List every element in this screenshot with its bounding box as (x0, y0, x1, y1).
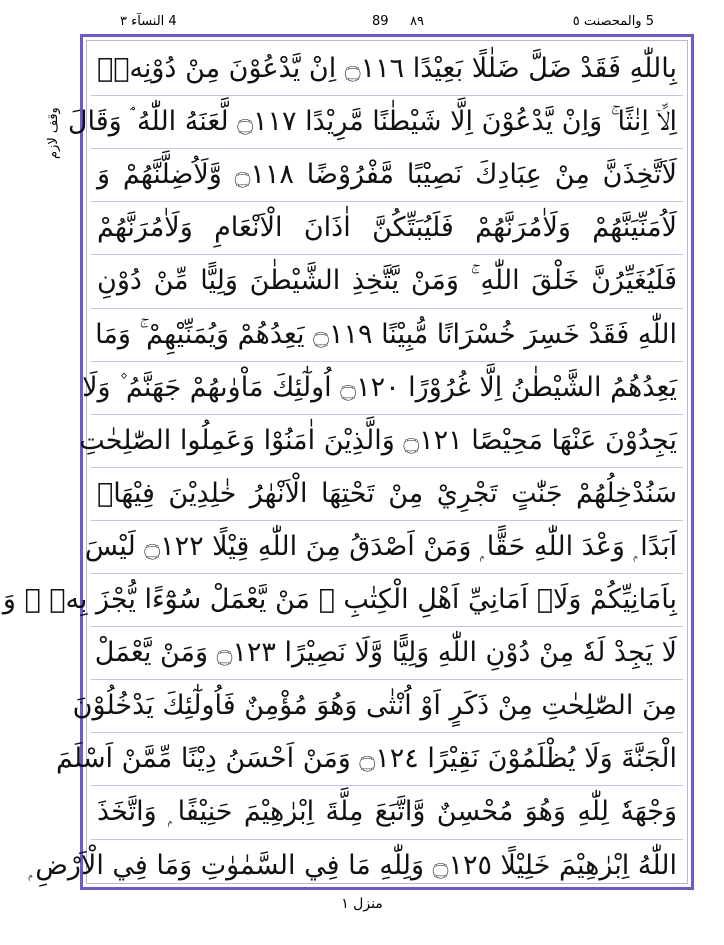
verse-line: اللّٰهِ فَقَدْ خَسِرَ خُسْرَانًا مُّبِيْنًا ۝١١٩ يَعِدُهُمْ وَيُمَنِّيْهِمْ ۚ وَمَا (95, 318, 677, 350)
manzil-footer: منزل ١ (341, 896, 383, 912)
page-number: 89 (372, 14, 389, 29)
verse-line: بِاَمَانِيِّكُمْ وَلَاۤ اَمَانِيِّ اَهْلِ الْكِتٰبِ ۭ مَنْ يَّعْمَلْ سُوْٓءًا يُّجْزَ بِهٖ ۙ وَ (2, 584, 677, 615)
verse-line: اَبَدًا ۭ وَعْدَ اللّٰهِ حَقًّا ۭ وَمَنْ اَصْدَقُ مِنَ اللّٰهِ قِيْلًا ۝١٢٢ لَيْسَ (84, 530, 677, 562)
juz-name: 5 والمحصنت ٥ (572, 14, 654, 29)
verse-line: الْجَنَّةَ وَلَا يُظْلَمُوْنَ نَقِيْرًا ۝١٢٤ وَمَنْ اَحْسَنُ دِيْنًا مِّمَّنْ اَسْلَمَ (56, 743, 677, 775)
verse-line: يَعِدُهُمُ الشَّيْطٰنُ اِلَّا غُرُوْرًا ۝١٢٠ اُولٰٓئِكَ مَاْوٰىهُمْ جَهَنَّمُ ۫ وَلَا (82, 371, 677, 403)
verse-line: بِاللّٰهِ فَقَدْ ضَلَّ ضَلٰلًا بَعِيْدًا ۝١١٦ اِنْ يَّدْعُوْنَ مِنْ دُوْنِهٖۤ (97, 53, 677, 84)
verse-line: فَلَيُغَيِّرُنَّ خَلْقَ اللّٰهِ ۚ وَمَنْ يَّتَّخِذِ الشَّيْطٰنَ وَلِيًّا مِّنْ دُوْنِ (97, 265, 677, 297)
verse-line: مِنَ الصّٰلِحٰتِ مِنْ ذَكَرٍ اَوْ اُنْثٰى وَهُوَ مُؤْمِنٌ فَاُولٰٓئِكَ يَدْخُلُوْنَ (72, 690, 677, 722)
verse-line: وَجْهَهٗ لِلّٰهِ وَهُوَ مُحْسِنٌ وَّاتَّبَعَ مِلَّةَ اِبْرٰهِيْمَ حَنِيْفًا ۭ وَاتَّخَذَ (97, 796, 677, 828)
verse-line: يَجِدُوْنَ عَنْهَا مَحِيْصًا ۝١٢١ وَالَّذِيْنَ اٰمَنُوْا وَعَمِلُوا الصّٰلِحٰتِ (79, 424, 677, 456)
verse-line: اللّٰهُ اِبْرٰهِيْمَ خَلِيْلًا ۝١٢٥ وَلِلّٰهِ مَا فِي السَّمٰوٰتِ وَمَا فِي الْاَرْضِ ۭ (28, 849, 677, 881)
page-number-urdu: ٨٩ (410, 14, 424, 29)
surah-name: 4 النسآء ٣ (120, 14, 177, 29)
verse-line: اِلَّاۤ اِنٰثًا ۚ وَاِنْ يَّدْعُوْنَ اِلَّا شَيْطٰنًا مَّرِيْدًا ۝١١٧ لَّعَنَهُ اللّٰهُ ۘ وَقَالَ (67, 106, 677, 138)
verse-line: لَاَتَّخِذَنَّ مِنْ عِبَادِكَ نَصِيْبًا مَّفْرُوْضًا ۝١١٨ وَّلَاُضِلَّنَّهُمْ وَ (97, 159, 677, 191)
waqf-lazim-note: وقف لازم (46, 107, 61, 159)
verse-line: لَا يَجِدْ لَهٗ مِنْ دُوْنِ اللّٰهِ وَلِيًّا وَّلَا نَصِيْرًا ۝١٢٣ وَمَنْ يَّعْمَلْ (94, 637, 677, 669)
verse-line: سَنُدْخِلُهُمْ جَنّٰتٍ تَجْرِيْ مِنْ تَحْتِهَا الْاَنْهٰرُ خٰلِدِيْنَ فِيْهَاۤ (97, 477, 677, 509)
verse-line: لَاُمَنِّيَنَّهُمْ وَلَاٰمُرَنَّهُمْ فَلَيُبَتِّكُنَّ اٰذَانَ الْاَنْعَامِ وَلَاٰمُرَنَّهُمْ (97, 212, 677, 244)
page-header (80, 10, 694, 36)
